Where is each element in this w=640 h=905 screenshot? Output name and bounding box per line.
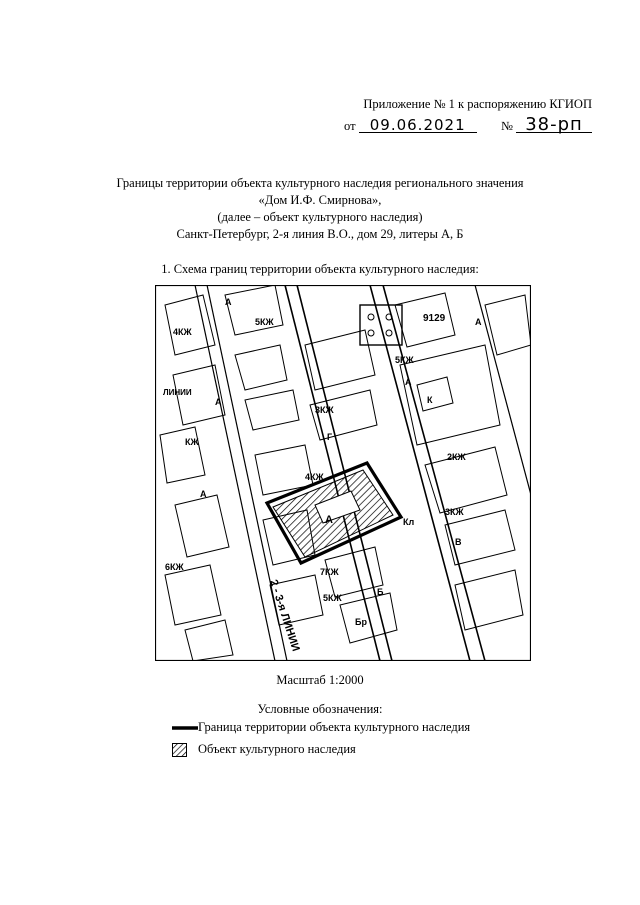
map-label-5kzh-1: 5КЖ (255, 317, 274, 327)
document-title (0, 175, 640, 243)
title-line-4: Санкт-Петербург, 2-я линия В.О., дом 29, литеры А, Б (176, 227, 464, 241)
map-label-4kzh-1: 4КЖ (173, 327, 192, 337)
order-date: 09.06.2021 (359, 118, 477, 133)
map-label-a4: А (200, 489, 207, 499)
map-scale: Масштаб 1:2000 (276, 673, 364, 687)
cadastral-map (155, 285, 531, 661)
legend-object-label: Объект культурного наследия (198, 742, 356, 756)
map-label-k: К (427, 395, 433, 405)
map-label-5kzh-3: 5КЖ (395, 355, 414, 365)
map-label-a5: А (475, 317, 482, 327)
map-label-4kzh-2: 4КЖ (305, 472, 324, 482)
legend-object (172, 742, 356, 757)
map-label-v: В (455, 537, 462, 547)
map-label-line: 2 - 3-я ЛИНИИ (267, 578, 302, 653)
map-label-line-side: ЛИНИИ (163, 388, 192, 397)
map-label-7kzh: 7КЖ (320, 567, 339, 577)
title-line-3: (далее – объект культурного наследия) (217, 210, 423, 224)
title-line-2: «Дом И.Ф. Смирнова», (258, 193, 382, 207)
map-label-3kzh-2: 3КЖ (445, 507, 464, 517)
title-line-1: Границы территории объекта культурного наследия регионального значения (116, 176, 524, 190)
map-label-a6: А (405, 377, 412, 387)
map-label-g: Г (327, 432, 333, 442)
map-label-liter-b: Б (377, 587, 384, 597)
order-number: 38-рп (516, 118, 592, 133)
legend-boundary-label: Граница территории объекта культурного наследия (198, 720, 471, 734)
map-label-6kzh: 6КЖ (165, 562, 184, 572)
hatched-square-icon (172, 743, 188, 757)
section-heading: 1. Схема границ территории объекта культурного наследия: (161, 262, 479, 276)
map-label-2kzh: 2КЖ (447, 452, 466, 462)
appendix-line: Приложение № 1 к распоряжению КГИОП (363, 97, 592, 111)
map-label-3kzh-1: 3КЖ (315, 405, 334, 415)
map-label-liter-a: А (325, 514, 333, 526)
map-label-5kzh-2: 5КЖ (323, 593, 342, 603)
legend-boundary (172, 720, 470, 735)
map-label-kl: Кл (403, 517, 415, 527)
legend-title: Условные обозначения: (257, 702, 383, 716)
map-label-block: 9129 (423, 313, 446, 324)
map-label-kzh: КЖ (185, 437, 199, 447)
date-prefix: от (344, 119, 356, 133)
order-details (344, 114, 592, 135)
map-label-br: Бр (355, 617, 367, 627)
map-label-a3: А (215, 397, 222, 407)
boundary-line-icon (172, 723, 198, 733)
map-label-a2: А (225, 297, 232, 307)
number-prefix: № (500, 119, 513, 133)
